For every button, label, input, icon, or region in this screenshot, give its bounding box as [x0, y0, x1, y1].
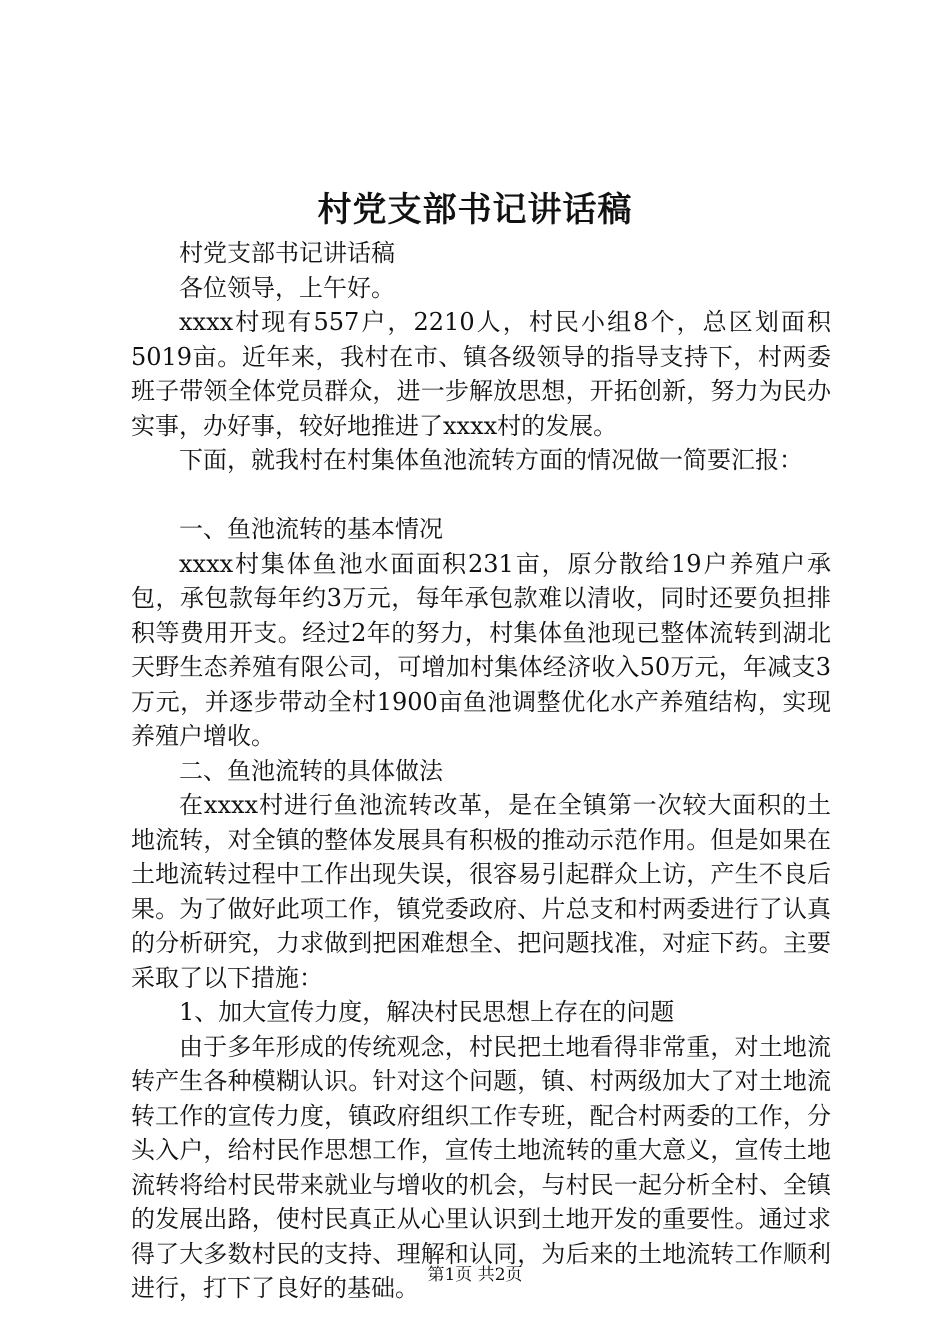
paragraph-blank: [131, 478, 831, 513]
document-body: [131, 236, 831, 1306]
page-footer: 第1页 共2页: [427, 1265, 523, 1285]
paragraph-basic-situation: xxxx村集体鱼池水面面积231亩，原分散给19户养殖户承包，承包款每年约3万元，每年承包款难以清收，同时还要负担排积等费用开支。经过2年的努力，村集体鱼池现已整体流转到湖北天野生态养殖有限公司，可增加村集体经济收入50万元，年减支3万元，并逐步带动全村1900亩鱼池调整优化水产养殖结构，实现养殖户增收。: [131, 549, 831, 750]
paragraph-heading-repeat: 村党支部书记讲话稿: [179, 239, 395, 267]
subsection-heading-1: 1、加大宣传力度，解决村民思想上存在的问题: [179, 998, 675, 1026]
section-heading-2: 二、鱼池流转的具体做法: [179, 756, 443, 785]
section-heading-1: 一、鱼池流转的基本情况: [179, 515, 443, 543]
document-title: 村党支部书记讲话稿: [317, 190, 633, 230]
paragraph-report-lead: 下面，就我村在村集体鱼池流转方面的情况做一简要汇报：: [179, 446, 803, 474]
paragraph-intro: xxxx村现有557户，2210人，村民小组8个，总区划面积5019亩。近年来，我村在市、镇各级领导的指导支持下，村两委班子带领全体党员群众，进一步解放思想，开拓创新，努力为民办实事，办好事，较好地推进了xxxx村的发展。: [131, 308, 831, 440]
paragraph-publicity: 由于多年形成的传统观念，村民把土地看得非常重，对土地流转产生各种模糊认识。针对这个问题，镇、村两级加大了对土地流转工作的宣传力度，镇政府组织工作专班，配合村两委的工作，分头入户，给村民作思想工作，宣传土地流转的重大意义，宣传土地流转将给村民带来就业与增收的机会，与村民一起分析全村、全镇的发展出路，使村民真正从心里认识到土地开发的重要性。通过求得了大多数村民的支持、理解和认同，为后来的土地流转工作顺利进行，打下了良好的基础。: [131, 1032, 831, 1302]
paragraph-specific-practice: 在xxxx村进行鱼池流转改革，是在全镇第一次较大面积的土地流转，对全镇的整体发展具有积极的推动示范作用。但是如果在土地流转过程中工作出现失误，很容易引起群众上访，产生不良后果。为了做好此项工作，镇党委政府、片总支和村两委进行了认真的分析研究，力求做到把困难想全、把问题找准，对症下药。主要采取了以下措施：: [131, 791, 831, 992]
paragraph-greeting: 各位领导，上午好。: [179, 273, 395, 302]
